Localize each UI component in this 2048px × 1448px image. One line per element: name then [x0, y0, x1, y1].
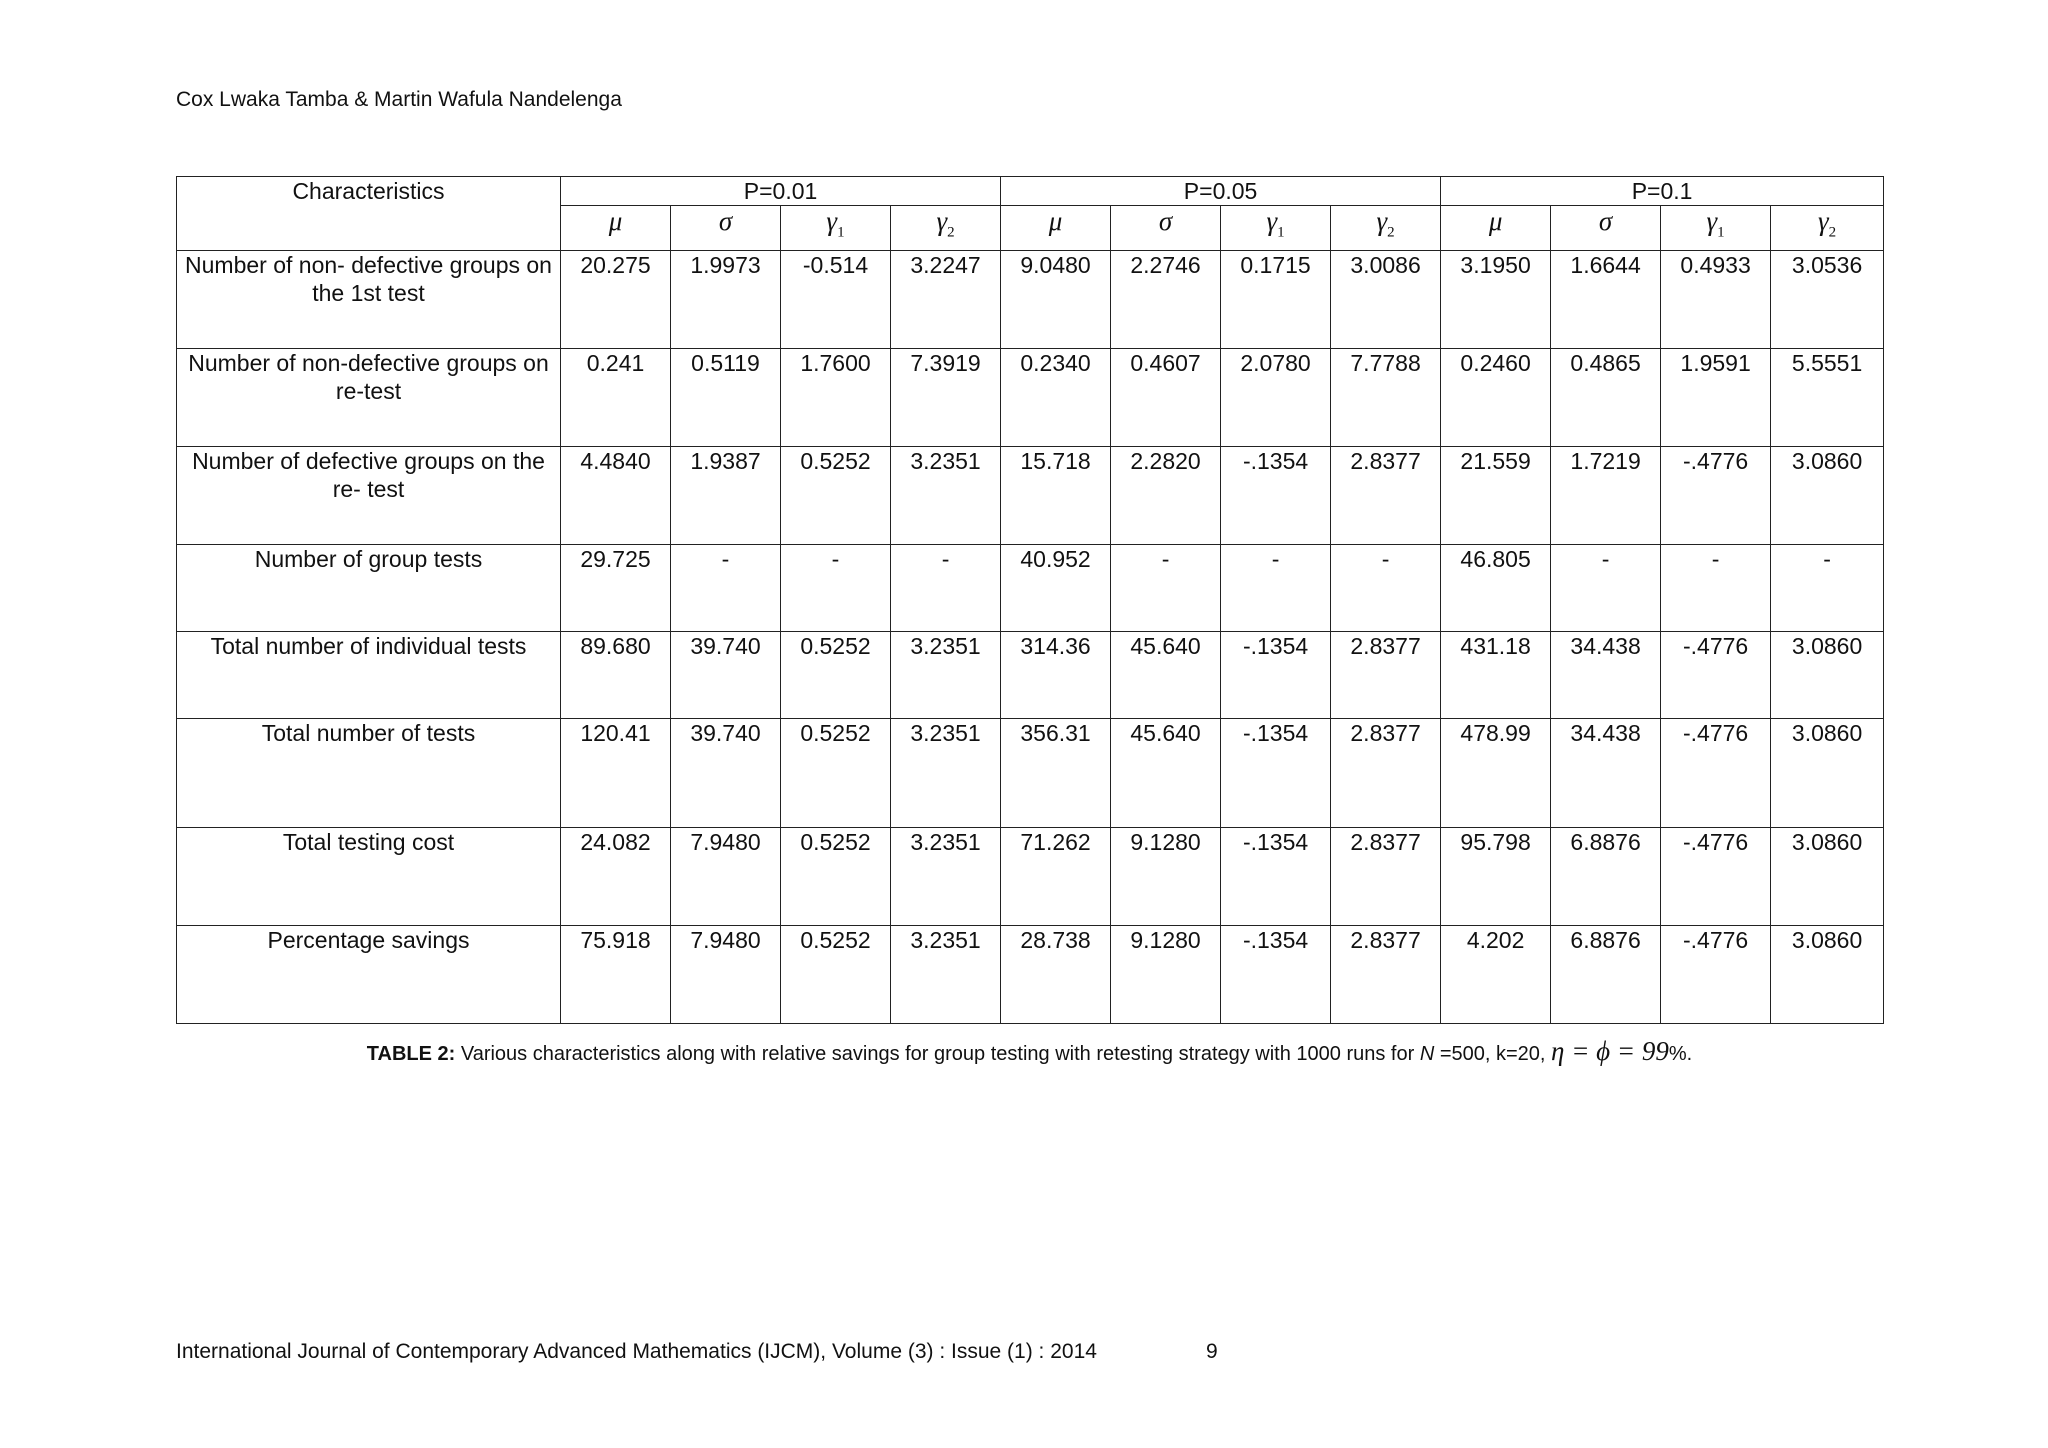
symbol-base: σ — [718, 206, 733, 236]
table-row — [177, 719, 1884, 828]
table-cell: 1.7600 — [781, 349, 891, 447]
table-cell: 95.798 — [1441, 828, 1551, 926]
row-label: Number of group tests — [177, 545, 561, 632]
symbol-base: γ — [1706, 206, 1718, 236]
table-cell: 0.2340 — [1001, 349, 1111, 447]
table-cell: 0.241 — [561, 349, 671, 447]
results-table — [176, 176, 1884, 1024]
table-cell: - — [1331, 545, 1441, 632]
table-cell: -.4776 — [1661, 926, 1771, 1024]
group-header-p001: P=0.01 — [561, 177, 1001, 206]
table-row — [177, 828, 1884, 926]
table-cell: - — [781, 545, 891, 632]
table-cell: 3.0860 — [1771, 447, 1884, 545]
table-cell: -0.514 — [781, 251, 891, 349]
symbol-subscript: 1 — [1277, 224, 1285, 241]
symbol-header — [1771, 206, 1884, 251]
table-cell: - — [1111, 545, 1221, 632]
table-cell: 478.99 — [1441, 719, 1551, 828]
row-label: Number of non-defective groups on re-test — [177, 349, 561, 447]
row-label: Total number of tests — [177, 719, 561, 828]
table-cell: 2.2746 — [1111, 251, 1221, 349]
table-cell: 7.9480 — [671, 926, 781, 1024]
table-cell: - — [671, 545, 781, 632]
table-cell: 2.0780 — [1221, 349, 1331, 447]
running-header-authors: Cox Lwaka Tamba & Martin Wafula Nandelenga — [176, 88, 622, 111]
table-cell: 2.8377 — [1331, 447, 1441, 545]
table-cell: 20.275 — [561, 251, 671, 349]
symbol-header — [671, 206, 781, 251]
row-label: Percentage savings — [177, 926, 561, 1024]
table-cell: 75.918 — [561, 926, 671, 1024]
table-cell: 3.2351 — [891, 632, 1001, 719]
table-cell: 71.262 — [1001, 828, 1111, 926]
table-cell: 1.7219 — [1551, 447, 1661, 545]
table-cell: 0.4865 — [1551, 349, 1661, 447]
caption-suffix: %. — [1668, 1043, 1693, 1065]
table-cell: 2.8377 — [1331, 828, 1441, 926]
table-cell: 3.0860 — [1771, 926, 1884, 1024]
table-group-header-row — [177, 177, 1884, 206]
table-cell: -.1354 — [1221, 447, 1331, 545]
table-cell: - — [1221, 545, 1331, 632]
symbol-subscript: 1 — [1717, 224, 1725, 241]
table-cell: 0.5252 — [781, 719, 891, 828]
table-cell: 0.2460 — [1441, 349, 1551, 447]
table-cell: - — [891, 545, 1001, 632]
table-row — [177, 545, 1884, 632]
table-cell: 3.0860 — [1771, 632, 1884, 719]
table-cell: 7.7788 — [1331, 349, 1441, 447]
table-cell: 314.36 — [1001, 632, 1111, 719]
table-row — [177, 632, 1884, 719]
table-cell: 3.2247 — [891, 251, 1001, 349]
group-header-p005: P=0.05 — [1001, 177, 1441, 206]
row-label: Total testing cost — [177, 828, 561, 926]
symbol-base: σ — [1158, 206, 1173, 236]
table-cell: 39.740 — [671, 632, 781, 719]
table-cell: - — [1661, 545, 1771, 632]
table-cell: 0.5252 — [781, 828, 891, 926]
table-cell: 0.4933 — [1661, 251, 1771, 349]
table-row — [177, 926, 1884, 1024]
table-cell: 0.5252 — [781, 632, 891, 719]
symbol-header — [781, 206, 891, 251]
table-cell: 21.559 — [1441, 447, 1551, 545]
table-cell: 2.8377 — [1331, 632, 1441, 719]
table-cell: 9.1280 — [1111, 828, 1221, 926]
table-cell: 0.1715 — [1221, 251, 1331, 349]
table-cell: 1.6644 — [1551, 251, 1661, 349]
symbol-header — [1331, 206, 1441, 251]
table-body — [177, 251, 1884, 1024]
row-label: Total number of individual tests — [177, 632, 561, 719]
table-cell: -.4776 — [1661, 632, 1771, 719]
table-cell: 46.805 — [1441, 545, 1551, 632]
table-cell: -.4776 — [1661, 447, 1771, 545]
table-cell: 15.718 — [1001, 447, 1111, 545]
table-cell: 3.1950 — [1441, 251, 1551, 349]
symbol-subscript: 1 — [837, 224, 845, 241]
table-row — [177, 251, 1884, 349]
table-cell: 7.9480 — [671, 828, 781, 926]
symbol-subscript: 2 — [1387, 224, 1395, 241]
table-cell: 6.8876 — [1551, 926, 1661, 1024]
table-cell: 2.2820 — [1111, 447, 1221, 545]
table-cell: -.1354 — [1221, 828, 1331, 926]
table-cell: 3.2351 — [891, 719, 1001, 828]
caption-label: TABLE 2: — [366, 1043, 456, 1065]
symbol-base: γ — [1376, 206, 1388, 236]
table-cell: 120.41 — [561, 719, 671, 828]
caption-formula: η = ϕ = 99 — [1551, 1036, 1669, 1066]
table-cell: 0.5252 — [781, 447, 891, 545]
table-cell: 40.952 — [1001, 545, 1111, 632]
table-cell: 6.8876 — [1551, 828, 1661, 926]
table-row — [177, 349, 1884, 447]
table-cell: 3.0860 — [1771, 828, 1884, 926]
table-cell: 24.082 — [561, 828, 671, 926]
table-cell: - — [1771, 545, 1884, 632]
table-cell: 39.740 — [671, 719, 781, 828]
symbol-header — [1551, 206, 1661, 251]
table-cell: 0.5252 — [781, 926, 891, 1024]
caption-n-symbol: N — [1419, 1043, 1435, 1065]
journal-footer: International Journal of Contemporary Advanced Mathematics (IJCM), Volume (3) : Issue (1) : 2014 — [176, 1340, 1097, 1363]
table-cell: 9.1280 — [1111, 926, 1221, 1024]
symbol-header — [1001, 206, 1111, 251]
symbol-header — [561, 206, 671, 251]
table-cell: 3.0860 — [1771, 719, 1884, 828]
symbol-base: γ — [1266, 206, 1278, 236]
table-cell: 34.438 — [1551, 719, 1661, 828]
symbol-base: γ — [936, 206, 948, 236]
symbol-header — [1221, 206, 1331, 251]
table-cell: 3.2351 — [891, 828, 1001, 926]
table-cell: - — [1551, 545, 1661, 632]
table-cell: 34.438 — [1551, 632, 1661, 719]
table-cell: 3.2351 — [891, 447, 1001, 545]
symbol-base: μ — [1048, 206, 1063, 236]
table-cell: 0.4607 — [1111, 349, 1221, 447]
symbol-base: γ — [826, 206, 838, 236]
table-cell: 1.9387 — [671, 447, 781, 545]
table-cell: 0.5119 — [671, 349, 781, 447]
page-number: 9 — [1206, 1340, 1218, 1363]
table-cell: 3.0536 — [1771, 251, 1884, 349]
table-cell: 7.3919 — [891, 349, 1001, 447]
symbol-base: σ — [1598, 206, 1613, 236]
table-row — [177, 447, 1884, 545]
table-cell: 1.9973 — [671, 251, 781, 349]
symbol-header — [1111, 206, 1221, 251]
caption-text-before: Various characteristics along with relative savings for group testing with retesting strategy with 1000 runs for — [455, 1043, 1420, 1065]
table-cell: 3.2351 — [891, 926, 1001, 1024]
table-cell: 9.0480 — [1001, 251, 1111, 349]
table-cell: -.1354 — [1221, 926, 1331, 1024]
table-cell: 28.738 — [1001, 926, 1111, 1024]
table-cell: -.1354 — [1221, 632, 1331, 719]
table-cell: 29.725 — [561, 545, 671, 632]
table-caption — [176, 1036, 1883, 1067]
symbol-header — [891, 206, 1001, 251]
table-cell: -.1354 — [1221, 719, 1331, 828]
symbol-subscript: 2 — [1828, 224, 1837, 241]
table-cell: 89.680 — [561, 632, 671, 719]
table-cell: 45.640 — [1111, 632, 1221, 719]
symbol-subscript: 2 — [947, 224, 955, 241]
row-label: Number of defective groups on the re- test — [177, 447, 561, 545]
table-cell: 4.202 — [1441, 926, 1551, 1024]
table-cell: 3.0086 — [1331, 251, 1441, 349]
row-label: Number of non- defective groups on the 1st test — [177, 251, 561, 349]
table-cell: 5.5551 — [1771, 349, 1884, 447]
symbol-base: μ — [608, 206, 623, 236]
symbol-header — [1661, 206, 1771, 251]
table-cell: 4.4840 — [561, 447, 671, 545]
table-cell: 431.18 — [1441, 632, 1551, 719]
symbol-base: γ — [1818, 206, 1829, 236]
characteristics-header: Characteristics — [177, 177, 561, 251]
table-cell: 2.8377 — [1331, 719, 1441, 828]
group-header-p01: P=0.1 — [1441, 177, 1884, 206]
table-cell: -.4776 — [1661, 828, 1771, 926]
symbol-header — [1441, 206, 1551, 251]
caption-text-after: =500, k=20, — [1434, 1043, 1552, 1065]
table-cell: -.4776 — [1661, 719, 1771, 828]
table-cell: 2.8377 — [1331, 926, 1441, 1024]
table-cell: 1.9591 — [1661, 349, 1771, 447]
table-cell: 45.640 — [1111, 719, 1221, 828]
symbol-base: μ — [1488, 206, 1503, 236]
table-cell: 356.31 — [1001, 719, 1111, 828]
